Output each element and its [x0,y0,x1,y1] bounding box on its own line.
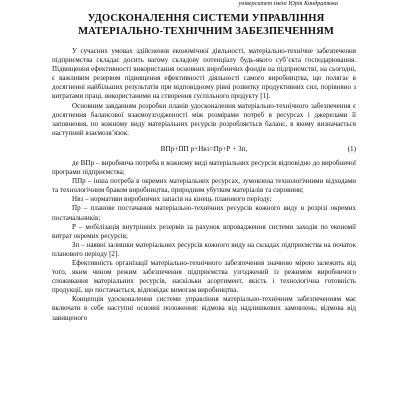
paper-body [52,47,356,323]
paragraph-efficiency: Ефективність організації матеріально-технічного забезпечення значною мірою залежить від того, яким чином режим забезпечення підприємства узгоджений із режимом виробничого споживання матеріальних ресурсів, наскільки асортимент, якість і технологічна готовність продукції, що постачається, відповідає вимогам виробництва. [52,258,356,295]
definition-pp: ППр – інша потреба в окремих матеріальних ресурсах, зумовлена технологічними відходами та технологічним браком виробництва, природним убутком матеріалів та сировини; [52,177,356,195]
formula-number: (1) [347,144,356,153]
definition-nvz: Нвз – нормативи виробничих запасів на кінець планового періоду; [72,195,272,204]
definition-zp: Зп – наявні залишки матеріальних ресурсів кожного виду на складах підприємства на початок планового періоду [2]. [52,240,356,258]
paragraph-concept: Концепція удосконалення системи управління матеріально-технічним забезпеченням має включати в себе наступні основні положення: відмова від надлишкових замовлень; відмова від завищеного [52,295,356,322]
author-affiliation: університет імені Юрія Кондратюка [238,0,338,7]
paper-title [20,12,392,38]
definition-pr: Пр – планове постачання матеріально-технічних ресурсів кожного виду в розрізі окремих постачальників; [52,204,356,222]
definition-vp: де ВПр – виробнича потреба в кожному виді матеріальних ресурсів відповідно до виробничої програми підприємства; [52,158,356,177]
title-line-1: УДОСКОНАЛЕННЯ СИСТЕМИ УПРАВЛІННЯ [87,13,325,24]
paragraph-intro: У сучасних умовах здійснення економічної діяльності, матеріально-технічне забезпечення підприємства складає досить вагому складову потенціалу будь-якого суб’єкта господарювання. Підвищення ефективності використання основних виробничих фондів на підприємстві, на сьогодні, є важливим резервом підвищення ефективності діяльності самого виробництва, що полягає в досягненні найбільших результатів при відповідному рівні розвитку продуктивних сил, порівняно з витратами праці, використаними на створення суспільного продукту [1]. [52,47,356,101]
formula-expression: ВПр+ПП р+Нвз=Пр+Р + Зп, [160,144,248,153]
definition-r: Р – мобілізація внутрішніх резервів за рахунок впровадження системи заходів по економії витрат окремих ресурсів; [52,222,356,240]
paragraph-main-task: Основним завданням розробки планів удосконалення матеріально-технічного забезпечення є досягнення балансової взаємоузгодженості між розмірами потреб в ресурсах і джерелами її заповнення, по кожному виду матеріальних ресурсів розробляється баланс, в якому визначається наступний взаємозв’язок: [52,101,356,137]
title-line-2: МАТЕРІАЛЬНО-ТЕХНІЧНИМ ЗАБЕЗПЕЧЕННЯМ [78,26,334,37]
balance-formula [52,143,356,155]
